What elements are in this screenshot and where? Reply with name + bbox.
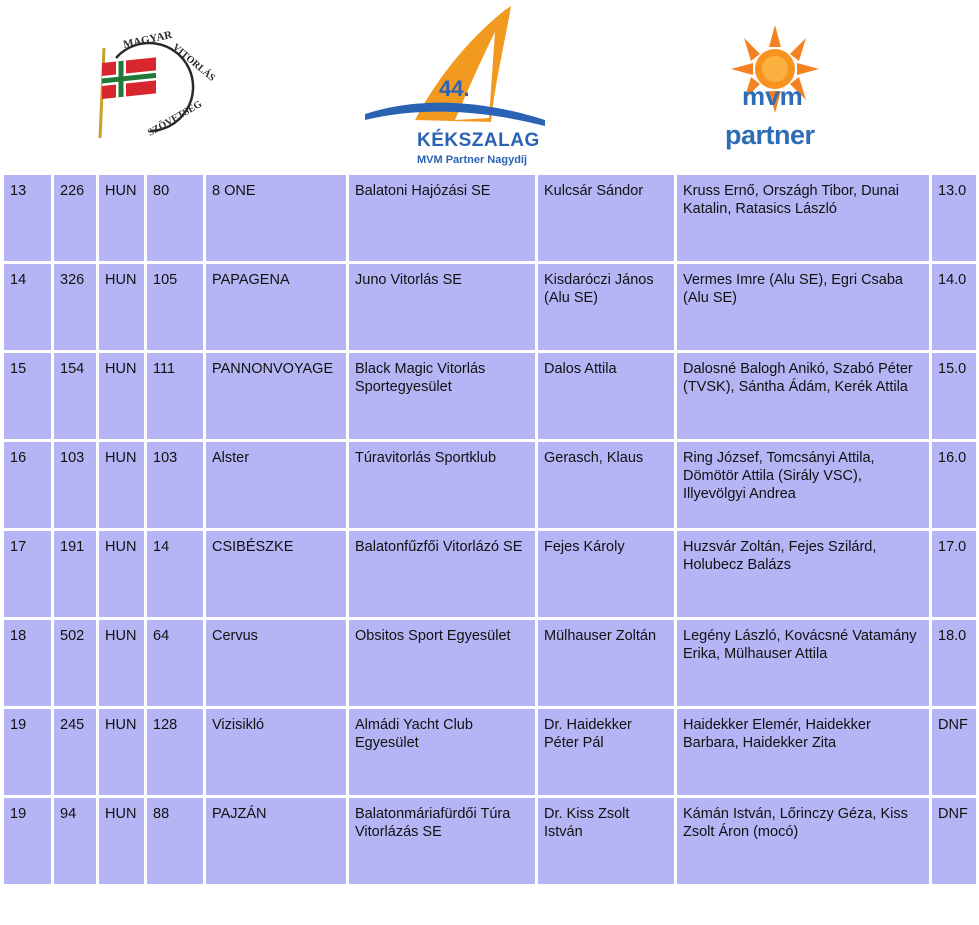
points-cell: 16.0	[932, 442, 976, 528]
rank-cell: 19	[4, 709, 51, 795]
boat-name-cell: Cervus	[206, 620, 346, 706]
club-cell: Black Magic Vitorlás Sportegyesület	[349, 353, 535, 439]
crew-cell: Huzsvár Zoltán, Fejes Szilárd, Holubecz Balázs	[677, 531, 929, 617]
rank-cell: 14	[4, 264, 51, 350]
club-cell: Balatonmáriafürdői Túra Vitorlázás SE	[349, 798, 535, 884]
club-cell: Juno Vitorlás SE	[349, 264, 535, 350]
boat-name-cell: CSIBÉSZKE	[206, 531, 346, 617]
page-header	[0, 0, 959, 172]
points-cell: 14.0	[932, 264, 976, 350]
helmsman-cell: Kulcsár Sándor	[538, 175, 674, 261]
sail-emblem	[355, 2, 555, 132]
boat-name-cell: Vizisikló	[206, 709, 346, 795]
crew-cell: Kámán István, Lőrinczy Géza, Kiss Zsolt Áron (mocó)	[677, 798, 929, 884]
results-table	[1, 172, 979, 887]
rank-cell: 16	[4, 442, 51, 528]
points-cell: DNF	[932, 709, 976, 795]
nation-cell: HUN	[99, 264, 144, 350]
boat-name-cell: PANNONVOYAGE	[206, 353, 346, 439]
rank-cell: 17	[4, 531, 51, 617]
svg-text:SZÖVETSÉG: SZÖVETSÉG	[146, 98, 204, 139]
nation-cell: HUN	[99, 798, 144, 884]
helmsman-cell: Dalos Attila	[538, 353, 674, 439]
helmsman-cell: Kisdaróczi János (Alu SE)	[538, 264, 674, 350]
svg-text:44.: 44.	[439, 76, 470, 101]
sail-number-cell: 326	[54, 264, 96, 350]
rank-cell: 18	[4, 620, 51, 706]
table-row	[4, 531, 976, 617]
boat-number-cell: 128	[147, 709, 203, 795]
boat-name-cell: Alster	[206, 442, 346, 528]
boat-name-cell: PAPAGENA	[206, 264, 346, 350]
boat-number-cell: 14	[147, 531, 203, 617]
kekszalag-subtitle: MVM Partner Nagydíj	[417, 154, 528, 166]
club-cell: Túravitorlás Sportklub	[349, 442, 535, 528]
helmsman-cell: Dr. Kiss Zsolt István	[538, 798, 674, 884]
table-row	[4, 798, 976, 884]
sail-number-cell: 94	[54, 798, 96, 884]
table-row	[4, 175, 976, 261]
nation-cell: HUN	[99, 531, 144, 617]
nation-cell: HUN	[99, 353, 144, 439]
table-row	[4, 442, 976, 528]
mvsz-emblem	[90, 28, 220, 148]
svg-text:MAGYAR: MAGYAR	[122, 28, 174, 51]
nation-cell: HUN	[99, 442, 144, 528]
table-row	[4, 620, 976, 706]
points-cell: 17.0	[932, 531, 976, 617]
boat-number-cell: 64	[147, 620, 203, 706]
crew-cell: Kruss Ernő, Országh Tibor, Dunai Katalin, Ratasics László	[677, 175, 929, 261]
crew-cell: Dalosné Balogh Anikó, Szabó Péter (TVSK), Sántha Ádám, Kerék Attila	[677, 353, 929, 439]
sail-number-cell: 191	[54, 531, 96, 617]
club-cell: Almádi Yacht Club Egyesület	[349, 709, 535, 795]
table-row	[4, 264, 976, 350]
rank-cell: 15	[4, 353, 51, 439]
nation-cell: HUN	[99, 709, 144, 795]
crew-cell: Vermes Imre (Alu SE), Egri Csaba (Alu SE)	[677, 264, 929, 350]
table-row	[4, 709, 976, 795]
svg-text:VITORLÁS: VITORLÁS	[170, 41, 218, 84]
boat-number-cell: 88	[147, 798, 203, 884]
sail-number-cell: 502	[54, 620, 96, 706]
kekszalag-logo	[355, 2, 555, 172]
mvm-partner-logo	[720, 25, 840, 155]
points-cell: DNF	[932, 798, 976, 884]
boat-number-cell: 80	[147, 175, 203, 261]
boat-number-cell: 105	[147, 264, 203, 350]
crew-cell: Legény László, Kovácsné Vatamány Erika, Mülhauser Attila	[677, 620, 929, 706]
table-row	[4, 353, 976, 439]
mvsz-logo	[90, 28, 220, 148]
helmsman-cell: Dr. Haidekker Péter Pál	[538, 709, 674, 795]
svg-text:mvm: mvm	[742, 81, 803, 111]
helmsman-cell: Gerasch, Klaus	[538, 442, 674, 528]
club-cell: Balatoni Hajózási SE	[349, 175, 535, 261]
results-table-body	[4, 175, 976, 884]
boat-number-cell: 103	[147, 442, 203, 528]
sail-number-cell: 154	[54, 353, 96, 439]
boat-name-cell: PAJZÁN	[206, 798, 346, 884]
helmsman-cell: Mülhauser Zoltán	[538, 620, 674, 706]
rank-cell: 19	[4, 798, 51, 884]
sail-number-cell: 103	[54, 442, 96, 528]
points-cell: 15.0	[932, 353, 976, 439]
rank-cell: 13	[4, 175, 51, 261]
boat-number-cell: 111	[147, 353, 203, 439]
boat-name-cell: 8 ONE	[206, 175, 346, 261]
kekszalag-title: KÉKSZALAG	[417, 130, 540, 151]
club-cell: Obsitos Sport Egyesület	[349, 620, 535, 706]
sail-number-cell: 226	[54, 175, 96, 261]
helmsman-cell: Fejes Károly	[538, 531, 674, 617]
nation-cell: HUN	[99, 175, 144, 261]
crew-cell: Ring József, Tomcsányi Attila, Dömötör Attila (Sirály VSC), Illyevölgyi Andrea	[677, 442, 929, 528]
points-cell: 13.0	[932, 175, 976, 261]
sail-number-cell: 245	[54, 709, 96, 795]
club-cell: Balatonfűzfői Vitorlázó SE	[349, 531, 535, 617]
crew-cell: Haidekker Elemér, Haidekker Barbara, Haidekker Zita	[677, 709, 929, 795]
points-cell: 18.0	[932, 620, 976, 706]
nation-cell: HUN	[99, 620, 144, 706]
sun-icon	[720, 25, 840, 120]
mvm-partner-text: partner	[725, 120, 815, 150]
